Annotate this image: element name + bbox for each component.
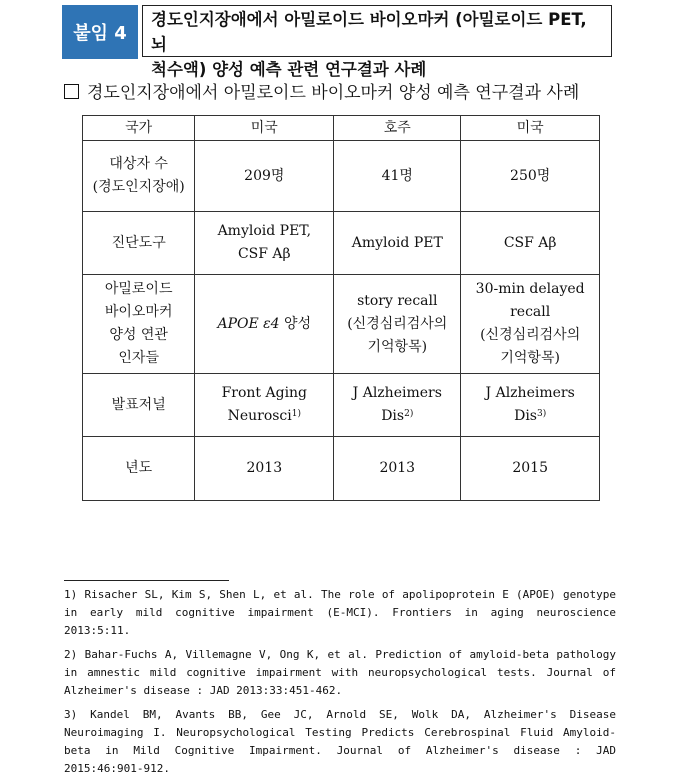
cell-line: Front Aging	[221, 385, 308, 401]
header-col-1: 미국	[195, 116, 334, 141]
table-cell	[195, 275, 334, 374]
table-cell: 41명	[334, 141, 461, 212]
label-line: 바이오마커	[104, 304, 173, 320]
cell-line: J Alzheimers	[485, 385, 575, 401]
cell-line: 30-min delayed	[475, 281, 585, 297]
footnote-2: 2) Bahar-Fuchs A, Villemagne V, Ong K, et al. Prediction of amyloid-beta pathology in amnestic mild cognitive impairment with neuropsychological tests. Journal of Alzheimer's disease : JAD 2013:33:451-462.	[64, 648, 616, 697]
cell-line: story recall	[357, 292, 438, 309]
table-cell: 209명	[195, 141, 334, 212]
journal-abbrev: Dis	[381, 408, 405, 424]
label-line: 아밀로이드	[104, 281, 173, 297]
table-row-journal	[83, 374, 600, 437]
header-country: 국가	[83, 116, 195, 141]
section-heading-text: 경도인지장애에서 아밀로이드 바이오마커 양성 예측 연구결과 사례	[87, 83, 580, 103]
document-title	[142, 5, 612, 79]
footnote-ref: 3)	[536, 409, 547, 419]
footnote-ref: 2)	[404, 409, 414, 419]
header-col-3: 미국	[461, 116, 600, 141]
section-heading	[64, 78, 624, 103]
cell-line: (신경심리검사의	[480, 327, 581, 343]
row-label-tool: 진단도구	[83, 212, 195, 275]
table-cell	[334, 275, 461, 374]
label-line: (경도인지장애)	[92, 179, 185, 195]
cell-line: (신경심리검사의	[347, 315, 448, 332]
gene-name: APOE ε4	[217, 315, 280, 332]
table-cell: Amyloid PET	[334, 212, 461, 275]
table-cell: 250명	[461, 141, 600, 212]
cell-line: recall	[510, 304, 551, 320]
cell-line	[199, 405, 329, 428]
research-table	[82, 115, 600, 501]
table-header-row	[83, 116, 600, 141]
table-row-tool	[83, 212, 600, 275]
row-label-year: 년도	[83, 437, 195, 501]
table-cell: 2013	[334, 437, 461, 501]
journal-abbrev: Neurosci	[227, 408, 292, 424]
cell-line: 기억항목)	[367, 338, 428, 355]
cell-text: 양성	[284, 315, 312, 332]
cell-line	[465, 405, 595, 428]
label-line: 대상자 수	[109, 156, 168, 172]
page-header	[62, 5, 614, 79]
label-line: 인자들	[118, 350, 159, 366]
footnote-3: 3) Kandel BM, Avants BB, Gee JC, Arnold SE, Wolk DA, Alzheimer's Disease Neuroimaging I. Neuropsychological Testing Predicts Cerebrospinal Fluid Amyloid-beta in Mild Cognitive Impairment. Journal of Alzheimer's disease : JAD 2015:46:901-912.	[64, 708, 616, 775]
table-cell	[461, 275, 600, 374]
footnote-1: 1) Risacher SL, Kim S, Shen L, et al. The role of apolipoprotein E (APOE) genotype in early mild cognitive impairment (E-MCI). Frontiers in aging neuroscience 2013:5:11.	[64, 588, 616, 637]
cell-line	[338, 405, 456, 428]
table-cell	[334, 374, 461, 437]
row-label-journal: 발표저널	[83, 374, 195, 437]
table-row-year	[83, 437, 600, 501]
label-line: 양성 연관	[109, 327, 168, 343]
title-line-1: 경도인지장애에서 아밀로이드 바이오마커 (아밀로이드 PET, 뇌	[151, 10, 587, 54]
table-cell	[461, 374, 600, 437]
table-row-factors	[83, 275, 600, 374]
header-col-2: 호주	[334, 116, 461, 141]
footnote-divider	[64, 580, 229, 581]
table-cell: 2013	[195, 437, 334, 501]
cell-line: Amyloid PET,	[217, 223, 312, 239]
row-label-factors	[83, 275, 195, 374]
table-cell: CSF Aβ	[461, 212, 600, 275]
checkbox-icon	[64, 84, 79, 99]
table-cell	[195, 374, 334, 437]
row-label-subjects	[83, 141, 195, 212]
table-cell	[195, 212, 334, 275]
cell-line: 기억항목)	[500, 350, 560, 366]
footnotes	[64, 586, 616, 784]
cell-line: CSF Aβ	[237, 246, 291, 262]
journal-abbrev: Dis	[514, 408, 537, 424]
attachment-badge: 붙임 4	[62, 5, 138, 59]
table-row-subjects	[83, 141, 600, 212]
title-line-2: 척수액) 양성 예측 관련 연구결과 사례	[151, 60, 427, 79]
footnote-ref: 1)	[291, 409, 302, 419]
table-cell: 2015	[461, 437, 600, 501]
cell-line: J Alzheimers	[352, 385, 442, 401]
